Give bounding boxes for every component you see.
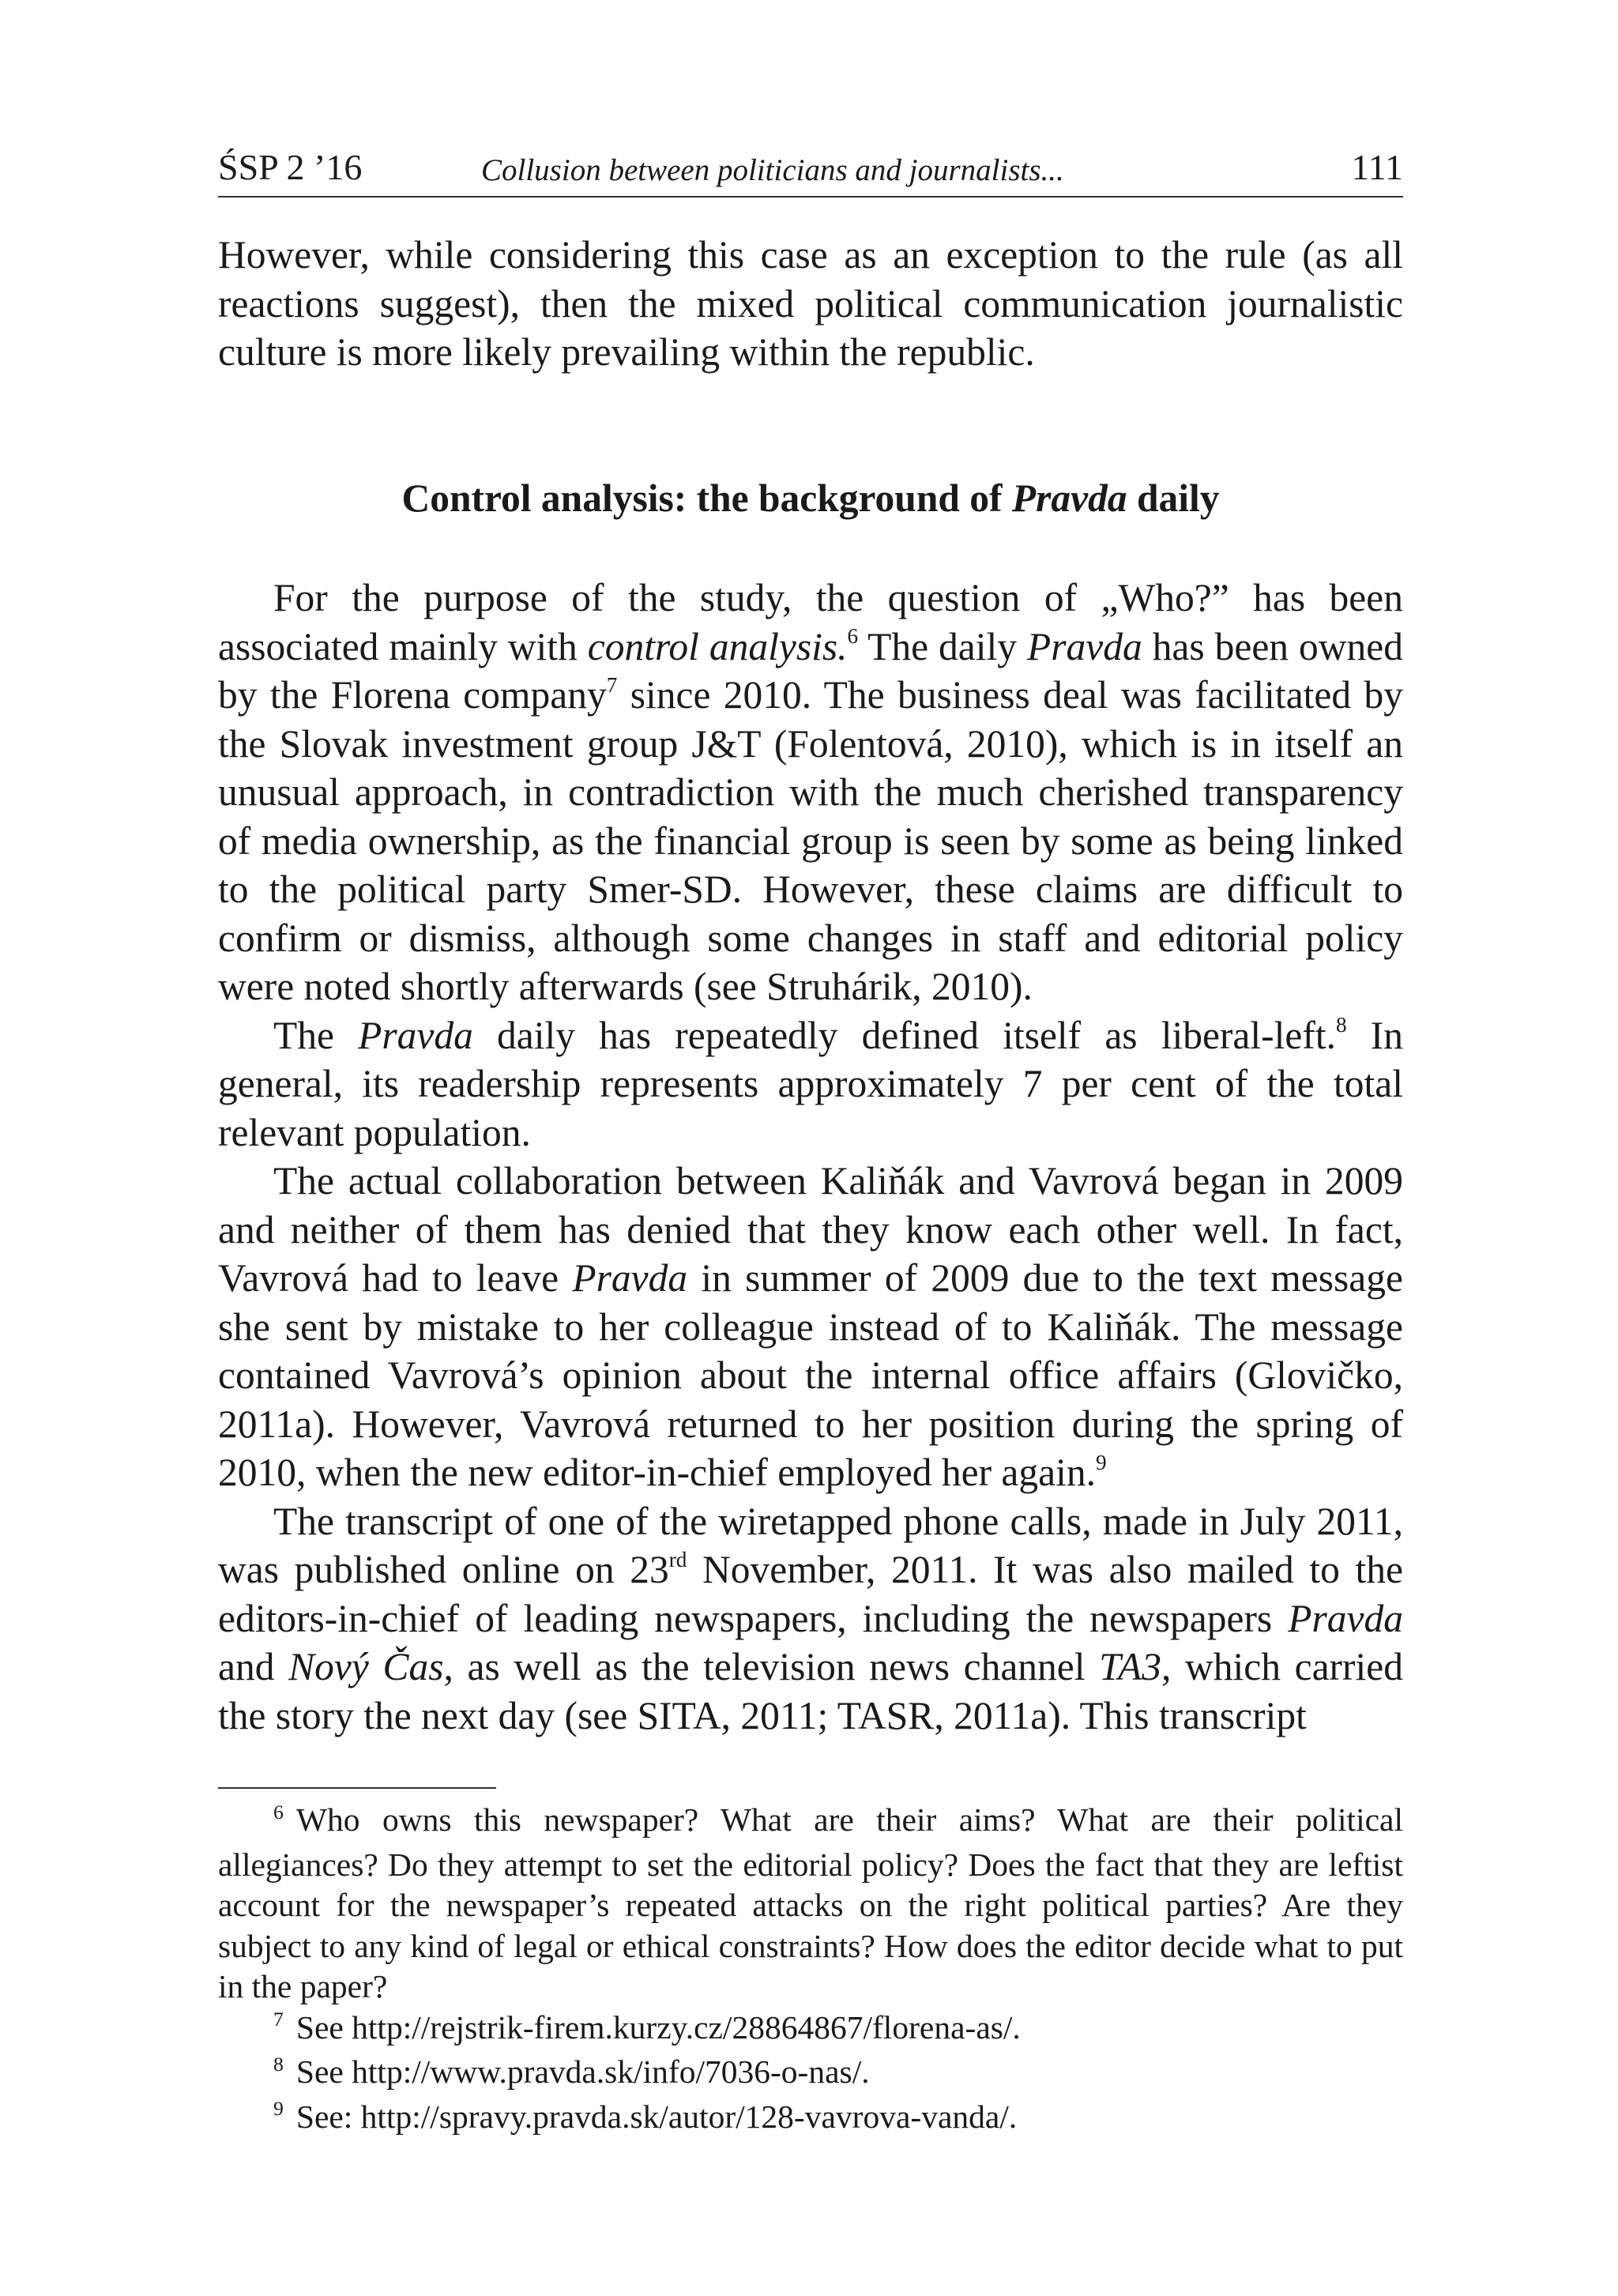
- text-run: The: [273, 1013, 359, 1057]
- heading-text-end: daily: [1127, 476, 1220, 520]
- footnote-ref-9[interactable]: 9: [1096, 1450, 1107, 1474]
- text-run: For the purpose of the study, the question of „Who?” has been associated mainly with: [218, 576, 1403, 668]
- text-run: and: [218, 1645, 289, 1688]
- footnote-number: 7: [273, 2008, 284, 2031]
- footnote-text: Who owns this newspaper? What are their aims? What are their political allegiances? Do they attempt to set the editorial policy? Does the fact that they are leftist account for the newspaper’s repeated attacks on the right political parties? Are they subject to any kind of legal or ethical constraints? How does the editor decide what to put in the paper?: [218, 1801, 1403, 2004]
- footnote-ref-7[interactable]: 7: [606, 672, 618, 697]
- text-run: since 2010. The business deal was facilitated by the Slovak investment group J&T (Folentová, 2010), which is in itself an unusual approach, in contradiction with the much cherished transparency of media ownership, as the financial group is seen by some as being linked to the political party Smer-SD. However, these claims are difficult to confirm or dismiss, although some changes in staff and editorial policy were noted shortly afterwards (see Struhárik, 2010).: [218, 673, 1403, 1008]
- journal-issue: ŚSP 2 ’16: [218, 147, 363, 187]
- italic-run: Nový Čas: [288, 1645, 444, 1688]
- running-header: [218, 144, 1403, 198]
- footnote-9: [218, 2097, 1403, 2142]
- italic-run: Pravda: [572, 1256, 688, 1300]
- italic-run: TA3: [1099, 1645, 1161, 1688]
- text-run: , which carried the story the next day (see SITA, 2011; TASR, 2011a). This transcript: [218, 1645, 1403, 1737]
- heading-text: Control analysis: the background of: [401, 476, 1012, 520]
- section-heading: [218, 472, 1403, 525]
- footnote-link[interactable]: See: http://spravy.pravda.sk/autor/128-vavrova-vanda/.: [295, 2098, 1018, 2135]
- main-text: [218, 574, 1403, 1740]
- footnote-7: [218, 2008, 1403, 2053]
- text-run: The actual collaboration between Kaliňák and Vavrová began in 2009 and neither of them has denied that they know each other well. In fact, Vavrová had to leave: [218, 1159, 1403, 1300]
- paragraph-2: [218, 1011, 1403, 1157]
- paragraph-3: [218, 1157, 1403, 1497]
- italic-run: Pravda: [358, 1013, 473, 1057]
- footnote-number: 8: [273, 2052, 284, 2076]
- text-run: In general, its readership represents approximately 7 per cent of the total relevant population.: [218, 1013, 1403, 1154]
- heading-italic-text: Pravda: [1011, 476, 1127, 520]
- text-run: in summer of 2009 due to the text message she sent by mistake to her colleague instead of to Kaliňák. The message contained Vavrová’s opinion about the internal office affairs (Glovičko, 2011a). However, Vavrová returned to her position during the spring of 2010, when the new editor-in-chief employed her again.: [218, 1256, 1403, 1494]
- footnote-link[interactable]: See http://www.pravda.sk/info/7036-o-nas/.: [295, 2053, 870, 2090]
- footnotes: [218, 1800, 1403, 2141]
- italic-run: Pravda: [1027, 624, 1142, 668]
- intro-paragraph: However, while considering this case as an exception to the rule (as all reactions suggest), then the mixed political communication journalistic culture is more likely prevailing within the republic.: [218, 233, 1403, 374]
- running-title: Collusion between politicians and journalists...: [481, 153, 1064, 187]
- text-run: The daily: [858, 624, 1027, 668]
- paragraph-4: [218, 1497, 1403, 1741]
- page-number: 111: [1351, 147, 1403, 187]
- footnote-ref-8[interactable]: 8: [1335, 1013, 1347, 1037]
- ordinal-suffix: rd: [668, 1547, 687, 1571]
- paragraph-1: [218, 574, 1403, 1011]
- footnote-6: [218, 1800, 1403, 2008]
- footnote-number: 9: [273, 2097, 284, 2121]
- text-run: has been owned by the Florena company: [218, 624, 1403, 717]
- footnote-ref-6[interactable]: 6: [847, 624, 859, 649]
- footnote-number: 6: [273, 1800, 284, 1824]
- text-run: November, 2011. It was also mailed to the editors-in-chief of leading newspapers, including the newspapers: [218, 1548, 1403, 1640]
- intro-paragraph-block: [218, 231, 1403, 377]
- footnote-8: [218, 2052, 1403, 2097]
- footnote-link[interactable]: See http://rejstrik-firem.kurzy.cz/28864867/florena-as/.: [295, 2008, 1021, 2046]
- footnote-divider: [218, 1787, 496, 1789]
- italic-run: control analysis.: [587, 624, 848, 668]
- italic-run: Pravda: [1288, 1596, 1403, 1640]
- text-run: , as well as the television news channel: [443, 1645, 1100, 1688]
- text-run: The transcript of one of the wiretapped phone calls, made in July 2011, was published online on 23: [218, 1499, 1403, 1591]
- text-run: daily has repeatedly defined itself as liberal-left.: [472, 1013, 1336, 1057]
